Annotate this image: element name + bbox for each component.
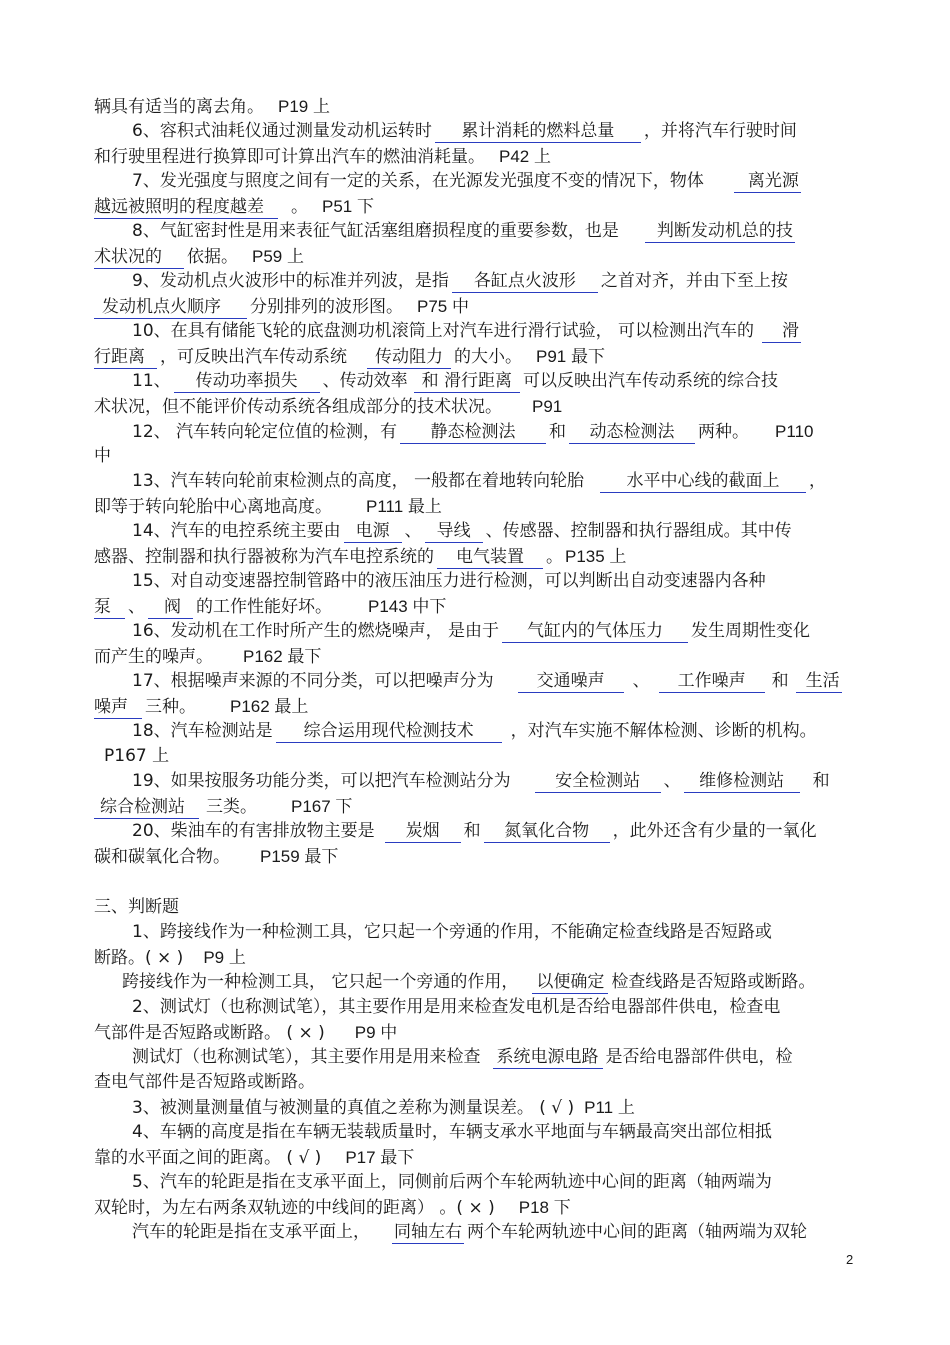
text-line: 气部件是否短路或断路。 ( × ) P9 中 xyxy=(94,1020,858,1045)
text-line: 8、气缸密封性是用来表征气缸活塞组磨损程度的重要参数，也是 判断发动机总的技 xyxy=(132,221,793,241)
page-reference: P19 上 xyxy=(278,97,330,116)
answer-blank: 以便确定 xyxy=(532,972,608,994)
text-line: 越远被照明的程度越差 。 P51 下 xyxy=(94,194,858,219)
answer-blank: 水平中心线的截面上 xyxy=(600,471,806,493)
answer-blank: 噪声 xyxy=(94,697,142,719)
answer-blank: 传动功率损失 xyxy=(174,371,320,393)
answer-blank: 发动机点火顺序 xyxy=(94,297,247,319)
answer-blank: 累计消耗的燃料总量 xyxy=(435,121,641,143)
page-reference: P42 上 xyxy=(499,147,551,166)
page-reference: P159 最下 xyxy=(260,847,339,866)
text-line: 碳和碳氧化合物。 P159 最下 xyxy=(94,844,858,869)
text-line: 2、测试灯（也称测试笔），其主要作用是用来检查发电机是否给电器部件供电，检查电 xyxy=(132,997,781,1017)
text-line: 跨接线作为一种检测工具， 它只起一个旁通的作用， 以便确定 检查线路是否短路或断路。 xyxy=(122,972,816,992)
answer-blank: 行距离 xyxy=(94,347,157,369)
page-number: 2 xyxy=(846,1252,854,1267)
page-reference: P9 中 xyxy=(354,1023,398,1042)
answer-blank: 工作噪声 xyxy=(659,671,765,693)
answer-blank: 电源 xyxy=(344,521,402,543)
answer-blank: 泵 xyxy=(94,597,125,619)
text-line: 13、汽车转向轮前束检测点的高度， 一般都在着地转向轮胎 水平中心线的截面上 ， xyxy=(132,471,827,491)
page-reference: P51 下 xyxy=(322,197,374,216)
text-line: 行距离 ，可反映出汽车传动系统 传动阻力 的大小。 P91 最下 xyxy=(94,344,858,369)
answer-blank: 电气装置 xyxy=(437,547,543,569)
text-line: 即等于转向轮胎中心离地高度。 P111 最上 xyxy=(94,494,858,519)
text-line: 18、汽车检测站是 综合运用现代检测技术 ，对汽车实施不解体检测、诊断的机构。 xyxy=(132,721,817,741)
page-reference: P162 最上 xyxy=(230,697,309,716)
text-line: 11、 传动功率损失 、传动效率 和 滑行距离 可以反映出汽车传动系统的综合技 xyxy=(132,371,779,391)
text-line: 和行驶里程进行换算即可计算出汽车的燃油消耗量。 P42 上 xyxy=(94,144,858,169)
text-line: 1、跨接线作为一种检测工具，它只起一个旁通的作用，不能确定检查线路是否短路或 xyxy=(132,922,772,942)
text-line: 噪声 三种。 P162 最上 xyxy=(94,694,858,719)
answer-blank: 生活 xyxy=(796,671,842,693)
text-line: 而产生的噪声。 P162 最下 xyxy=(94,644,858,669)
answer-blank: 各缸点火波形 xyxy=(452,271,598,293)
text-line: P167 上 xyxy=(104,746,170,766)
text-line: 15、对自动变速器控制管路中的液压油压力进行检测，可以判断出自动变速器内各种 xyxy=(132,571,766,591)
answer-blank: 判断发动机总的技 xyxy=(645,221,795,243)
text-line: 辆具有适当的离去角。 P19 上 xyxy=(94,94,858,119)
answer-blank: 越远被照明的程度越差 xyxy=(94,197,278,219)
answer-blank: 系统电源电路 xyxy=(493,1047,603,1069)
text-line: 查电气部件是否短路或断路。 xyxy=(94,1072,315,1092)
answer-blank: 炭烟 xyxy=(385,821,461,843)
answer-blank: 综合运用现代检测技术 xyxy=(276,721,502,743)
answer-blank: 维修检测站 xyxy=(684,771,800,793)
page-reference: P18 下 xyxy=(518,1198,571,1217)
text-line: 术状况的 依据。 P59 上 xyxy=(94,244,858,269)
answer-blank: 滑 xyxy=(762,321,801,343)
text-line: 综合检测站 三类。 P167 下 xyxy=(94,794,858,819)
answer-blank: 综合检测站 xyxy=(94,797,199,819)
answer-blank: 安全检测站 xyxy=(535,771,661,793)
text-line: 断路。( × ) P9 上 xyxy=(94,945,858,970)
page-reference: P143 中下 xyxy=(368,597,447,616)
page-reference: P17 最下 xyxy=(345,1148,415,1167)
answer-blank: 术状况的 xyxy=(94,247,184,269)
answer-blank: 气缸内的气体压力 xyxy=(502,621,688,643)
answer-blank: 导线 xyxy=(425,521,483,543)
answer-blank: 氮氧化合物 xyxy=(484,821,610,843)
text-line: 10、在具有储能飞轮的底盘测功机滚筒上对汽车进行滑行试验， 可以检测出汽车的 滑 xyxy=(132,321,800,341)
text-line: 20、柴油车的有害排放物主要是 炭烟 和 氮氧化合物 ，此外还含有少量的一氧化 xyxy=(132,821,817,841)
answer-blank: 传动阻力 xyxy=(367,347,451,369)
text-line: 双轮时，为左右两条双轨迹的中线间的距离） 。( × ) P18 下 xyxy=(94,1195,858,1220)
answer-blank: 交通噪声 xyxy=(518,671,624,693)
answer-blank: 动态检测法 xyxy=(569,422,695,444)
answer-blank: 离光源 xyxy=(734,171,801,193)
page-reference: P59 上 xyxy=(252,247,304,266)
text-line: 汽车的轮距是指在支承平面上， 同轴左右 两个车轮两轨迹中心间的距离（轴两端为双轮 xyxy=(132,1222,807,1242)
page-reference: P91 最下 xyxy=(536,347,605,366)
text-line: 7、发光强度与照度之间有一定的关系，在光源发光强度不变的情况下，物体 离光源 xyxy=(132,171,799,191)
text-line: 发动机点火顺序 分别排列的波形图。 P75 中 xyxy=(94,294,858,319)
page-reference: P167 下 xyxy=(291,797,353,816)
text-line: 4、车辆的高度是指在车辆无装载质量时，车辆支承水平地面与车辆最高突出部位相抵 xyxy=(132,1122,772,1142)
answer-blank: 阀 xyxy=(148,597,193,619)
section-title: 三、判断题 xyxy=(94,897,179,917)
page-reference: P91 xyxy=(532,397,563,416)
text-line: 14、汽车的电控系统主要由 电源 、 导线 、传感器、控制器和执行器组成。其中传 xyxy=(132,521,792,541)
page-reference: P162 最下 xyxy=(243,647,322,666)
text-line: 靠的水平面之间的距离。 ( √ ) P17 最下 xyxy=(94,1145,858,1170)
text-line: 感器、控制器和执行器被称为汽车电控系统的 电气装置 。 P135 上 xyxy=(94,544,858,569)
text-line: 中 xyxy=(94,446,111,466)
page-reference: P11 上 xyxy=(584,1098,635,1117)
text-line: 6、容积式油耗仪通过测量发动机运转时 累计消耗的燃料总量 ，并将汽车行驶时间 xyxy=(132,121,797,141)
answer-blank: 同轴左右 xyxy=(394,1222,462,1242)
page-reference: P75 中 xyxy=(417,297,469,316)
answer-blank: 静态检测法 xyxy=(400,422,546,444)
text-line: 5、汽车的轮距是指在支承平面上，同侧前后两个车轮两轨迹中心间的距离（轴两端为 xyxy=(132,1172,772,1192)
answer-blank: 和 滑行距离 xyxy=(414,371,520,393)
text-line: 3、被测量测量值与被测量的真值之差称为测量误差。 ( √ ) P11 上 xyxy=(132,1095,858,1120)
text-line: 19、如果按服务功能分类，可以把汽车检测站分为 安全检测站 、 维修检测站 和 xyxy=(132,771,830,791)
text-line: 17、根据噪声来源的不同分类，可以把噪声分为 交通噪声 、 工作噪声 和 生活 xyxy=(132,671,840,691)
page-reference: P110 xyxy=(775,422,814,441)
text-line: 测试灯（也称测试笔），其主要作用是用来检查 系统电源电路 是否给电器部件供电，检 xyxy=(132,1047,793,1067)
page-reference: P135 上 xyxy=(565,547,627,566)
page-reference: P111 最上 xyxy=(366,497,442,516)
page-reference: P9 上 xyxy=(203,948,246,967)
text-line: 9、发动机点火波形中的标准并列波，是指 各缸点火波形 之首对齐，并由下至上按 xyxy=(132,271,788,291)
text-line: 16、发动机在工作时所产生的燃烧噪声， 是由于 气缸内的气体压力 发生周期性变化 xyxy=(132,621,811,641)
text-line: 泵 、 阀 的工作性能好坏。 P143 中下 xyxy=(94,594,858,619)
text-line: 12、 汽车转向轮定位值的检测，有 静态检测法 和 动态检测法 两种。 P110 xyxy=(132,419,858,444)
text-line: 术状况，但不能评价传动系统各组成部分的技术状况。 P91 xyxy=(94,394,858,419)
